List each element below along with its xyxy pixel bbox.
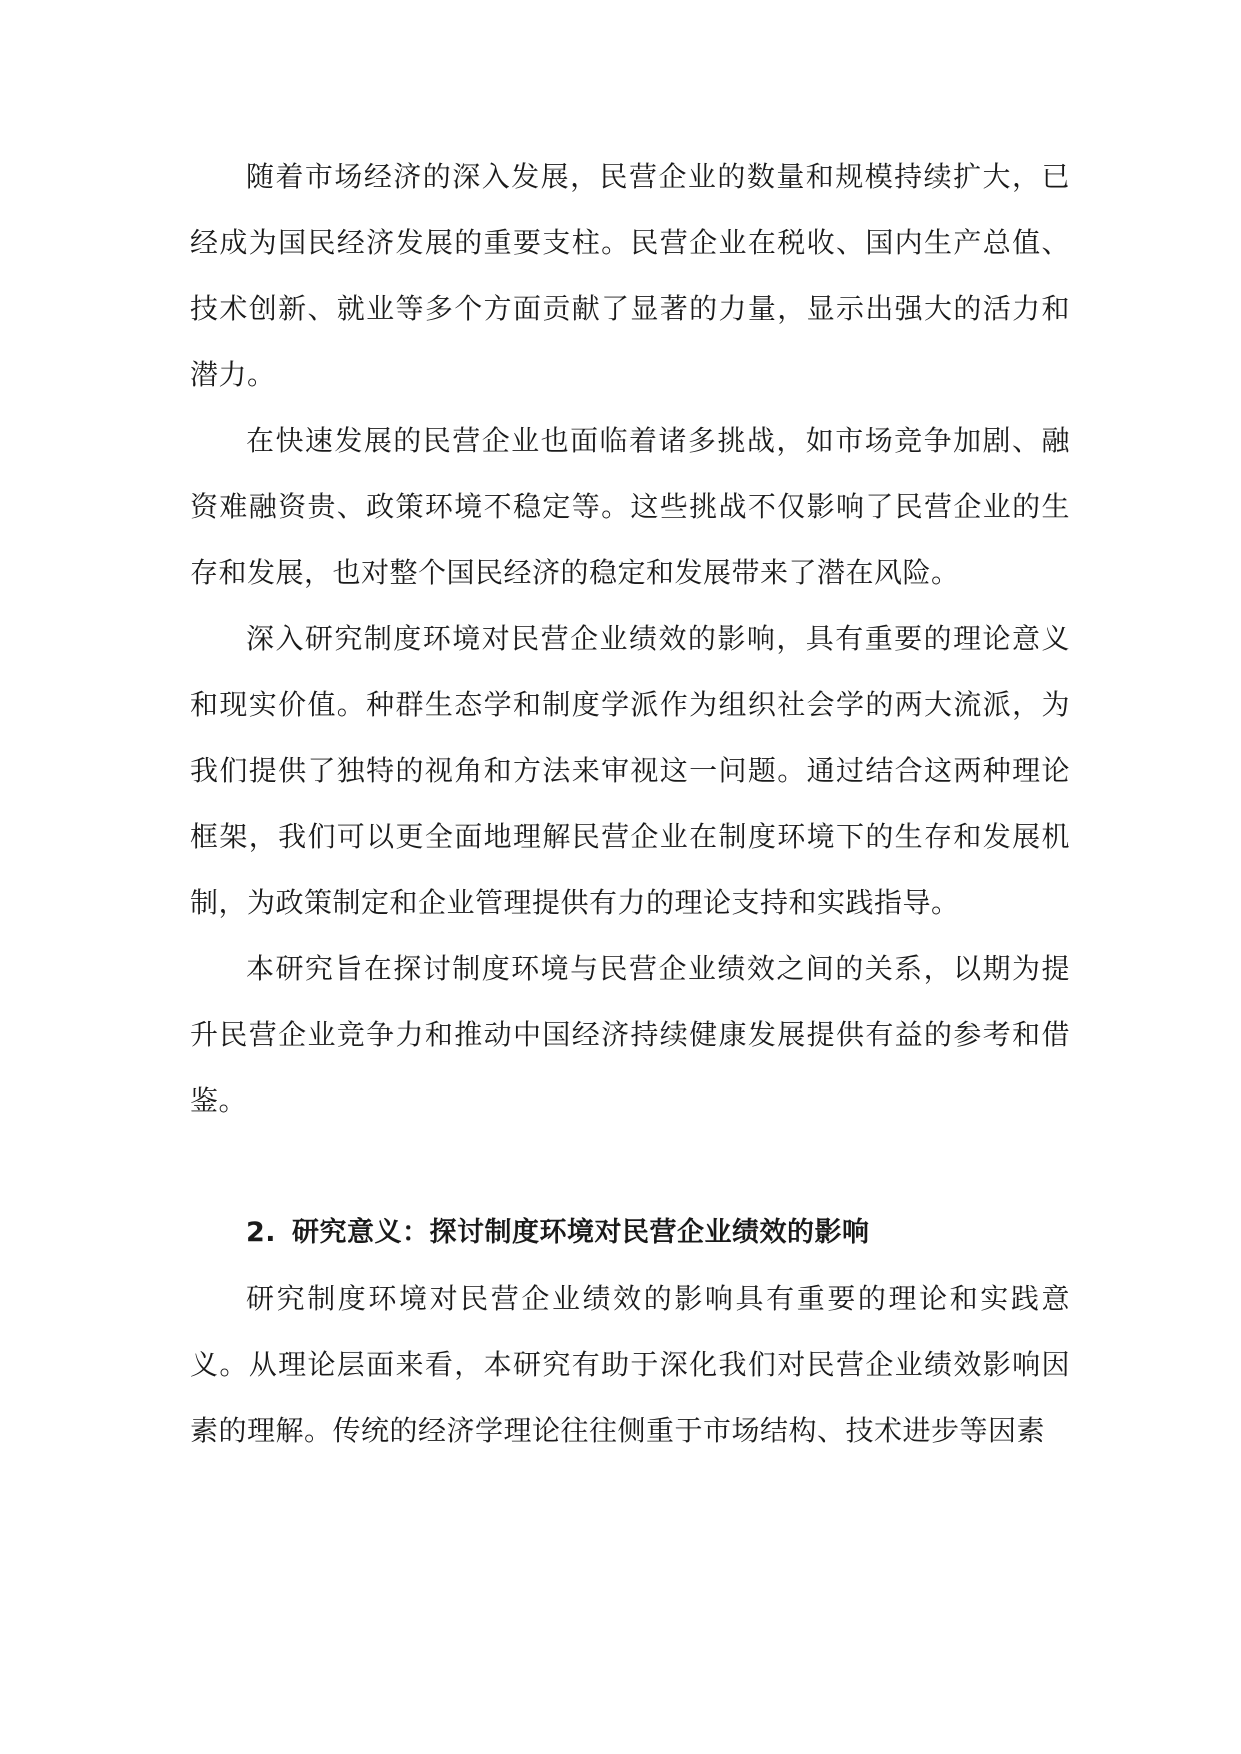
document-body bbox=[190, 144, 1070, 1464]
section-number: 2. bbox=[246, 1217, 277, 1248]
section-heading bbox=[190, 1200, 1070, 1266]
paragraph-2: 在快速发展的民营企业也面临着诸多挑战，如市场竞争加剧、融资难融资贵、政策环境不稳定等。这些挑战不仅影响了民营企业的生存和发展，也对整个国民经济的稳定和发展带来了潜在风险。 bbox=[190, 424, 1070, 589]
section-title: 研究意义：探讨制度环境对民营企业绩效的影响 bbox=[292, 1217, 870, 1248]
paragraph-5: 研究制度环境对民营企业绩效的影响具有重要的理论和实践意义。从理论层面来看，本研究有助于深化我们对民营企业绩效影响因素的理解。传统的经济学理论往往侧重于市场结构、技术进步等因素 bbox=[190, 1282, 1070, 1447]
paragraph-4: 本研究旨在探讨制度环境与民营企业绩效之间的关系，以期为提升民营企业竞争力和推动中国经济持续健康发展提供有益的参考和借鉴。 bbox=[190, 952, 1070, 1117]
paragraph-1: 随着市场经济的深入发展，民营企业的数量和规模持续扩大，已经成为国民经济发展的重要支柱。民营企业在税收、国内生产总值、技术创新、就业等多个方面贡献了显著的力量，显示出强大的活力和潜力。 bbox=[190, 160, 1070, 391]
paragraph-3: 深入研究制度环境对民营企业绩效的影响，具有重要的理论意义和现实价值。种群生态学和制度学派作为组织社会学的两大流派，为我们提供了独特的视角和方法来审视这一问题。通过结合这两种理论框架，我们可以更全面地理解民营企业在制度环境下的生存和发展机制，为政策制定和企业管理提供有力的理论支持和实践指导。 bbox=[190, 622, 1070, 919]
